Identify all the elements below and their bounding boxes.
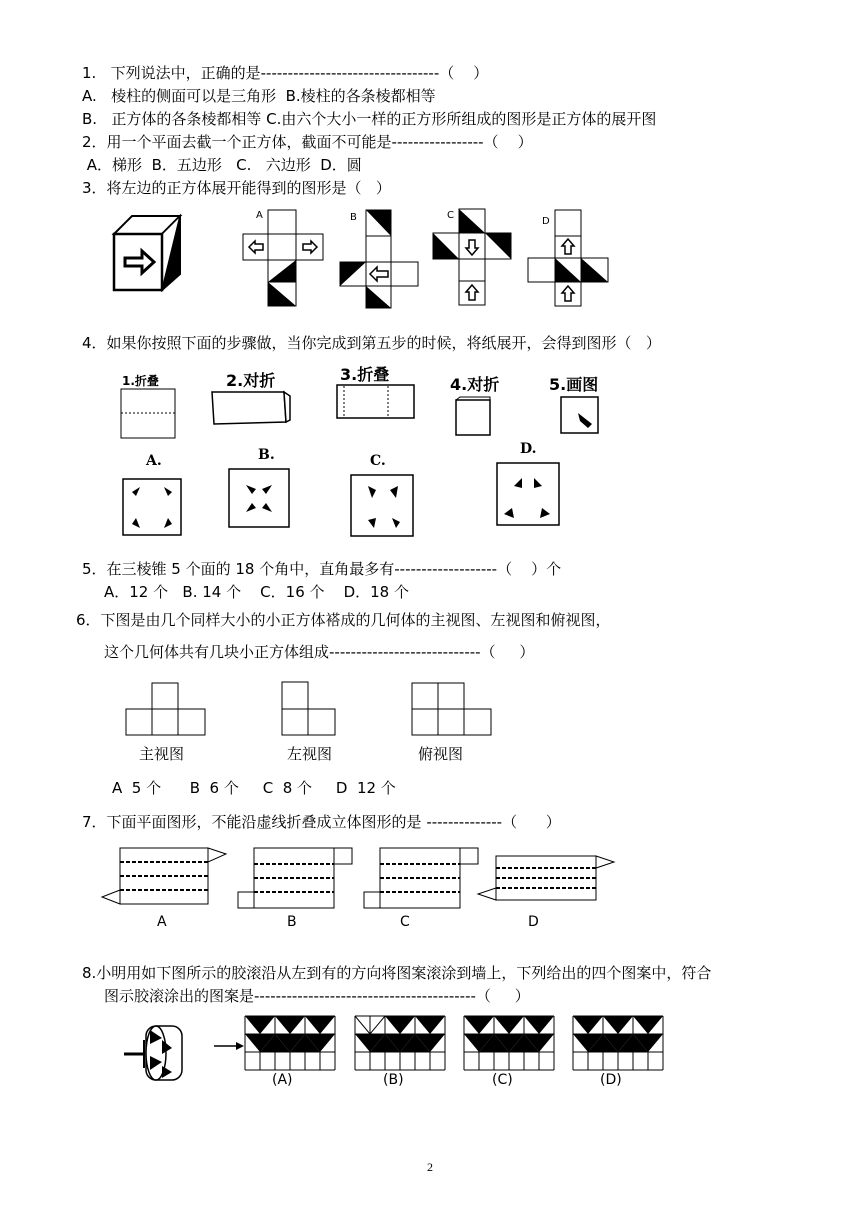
q4-stem: 4．如果你按照下面的步骤做，当你完成到第五步的时候，将纸展开，会得到图形（ ） [82, 334, 661, 352]
q7-option-b-label: B [287, 914, 297, 930]
q4-answer-d-label: D. [520, 441, 537, 457]
q8-pattern-a [244, 1015, 336, 1071]
q3-option-a-label: A [256, 210, 263, 221]
q7-option-a-figure [100, 842, 230, 912]
q3-option-b-net [340, 208, 420, 310]
q8-option-a-label: (A) [272, 1072, 293, 1088]
q8-option-b-label: (B) [383, 1072, 404, 1088]
pattern-grid [464, 1016, 554, 1070]
q8-pattern-d [572, 1015, 664, 1071]
pattern-grid [573, 1016, 663, 1070]
q3-option-d-net [528, 208, 610, 308]
q8-pattern-b [354, 1015, 446, 1071]
q7-stem: 7．下面平面图形，不能沿虚线折叠成立体图形的是 --------------（ ） [82, 813, 561, 831]
q4-answer-c-figure [350, 474, 416, 538]
q8-option-c-label: (C) [492, 1072, 513, 1088]
q6-top-view-label: 俯视图 [418, 745, 464, 763]
q5-options: A．12 个 B. 14 个 C．16 个 D．18 个 [104, 583, 409, 601]
q8-option-d-label: (D) [600, 1072, 622, 1088]
q3-option-c-net [433, 207, 515, 307]
q4-answer-d-figure [496, 462, 562, 528]
q6-stem-line-1: 6．下图是由几个同样大小的小正方体褡成的几何体的主视图、左视图和俯视图， [76, 611, 611, 629]
right-arrow-icon [214, 1040, 244, 1052]
q7-option-a-label: A [157, 914, 167, 930]
q8-pattern-c [463, 1015, 555, 1071]
q3-cube-figure [110, 212, 185, 292]
q1-stem: 1. 下列说法中，正确的是---------------------------------（ ） [82, 64, 489, 82]
q8-roller-figure [120, 1020, 190, 1086]
q8-stem-line-1: 8.小明用如下图所示的胶滚沿从左到有的方向将图案滚涂到墙上，下列给出的四个图案中，符合 [82, 964, 712, 982]
q4-step-4-figure [452, 396, 494, 438]
q6-options: A 5 个 B 6 个 C 8 个 D 12 个 [112, 779, 396, 797]
q7-option-b-figure [236, 846, 356, 912]
q3-option-d-label: D [542, 216, 550, 227]
q7-option-c-figure [362, 846, 482, 912]
pattern-grid [355, 1016, 445, 1070]
q2-stem: 2．用一个平面去截一个正方体，截面不可能是-----------------（ ） [82, 133, 533, 151]
q4-step-2-label: 2.对折 [226, 371, 276, 390]
q7-option-d-label: D [528, 914, 539, 930]
q4-step-2-figure [210, 390, 292, 426]
q6-top-view [411, 682, 493, 736]
q8-stem-line-2: 图示胶滚涂出的图案是-----------------------------------------（ ） [104, 987, 530, 1005]
q4-step-5-figure [560, 396, 600, 436]
q6-left-view [281, 681, 337, 737]
q4-step-5-label: 5.画图 [549, 375, 599, 394]
q4-step-1-figure [120, 388, 176, 440]
q6-stem-line-2: 这个几何体共有几块小正方体组成----------------------------（ ） [104, 643, 535, 661]
q4-answer-a-figure [122, 478, 184, 538]
q3-option-a-net [243, 208, 325, 308]
q4-answer-c-label: C. [370, 453, 386, 469]
pattern-grid [245, 1016, 335, 1070]
q3-option-c-label: C [447, 210, 454, 221]
q4-step-1-label: 1.折叠 [122, 374, 159, 388]
q4-step-3-figure [336, 384, 416, 420]
q1-option-line-2: B. 正方体的各条棱都相等 C.由六个大小一样的正方形所组成的图形是正方体的展开图 [82, 110, 657, 128]
q4-step-3-label: 3.折叠 [340, 365, 390, 384]
q7-option-d-figure [476, 852, 616, 908]
q4-answer-b-label: B. [258, 447, 275, 463]
q4-answer-b-figure [228, 468, 292, 530]
q4-step-4-label: 4.对折 [450, 375, 500, 394]
q3-stem: 3．将左边的正方体展开能得到的图形是（ ） [82, 179, 391, 197]
q6-left-view-label: 左视图 [287, 745, 333, 763]
q6-front-view-label: 主视图 [139, 745, 185, 763]
page-number: 2 [427, 1160, 433, 1174]
q7-option-c-label: C [400, 914, 410, 930]
q3-option-b-label: B [350, 212, 357, 223]
q1-option-line-1: A. 棱柱的侧面可以是三角形 B.棱柱的各条棱都相等 [82, 87, 436, 105]
q4-answer-a-label: A. [146, 453, 162, 469]
q2-options: A．梯形 B．五边形 C. 六边形 D．圆 [82, 156, 362, 174]
q6-front-view [125, 682, 207, 736]
q5-stem: 5．在三棱锥 5 个面的 18 个角中，直角最多有-------------------（ ）个 [82, 560, 562, 578]
